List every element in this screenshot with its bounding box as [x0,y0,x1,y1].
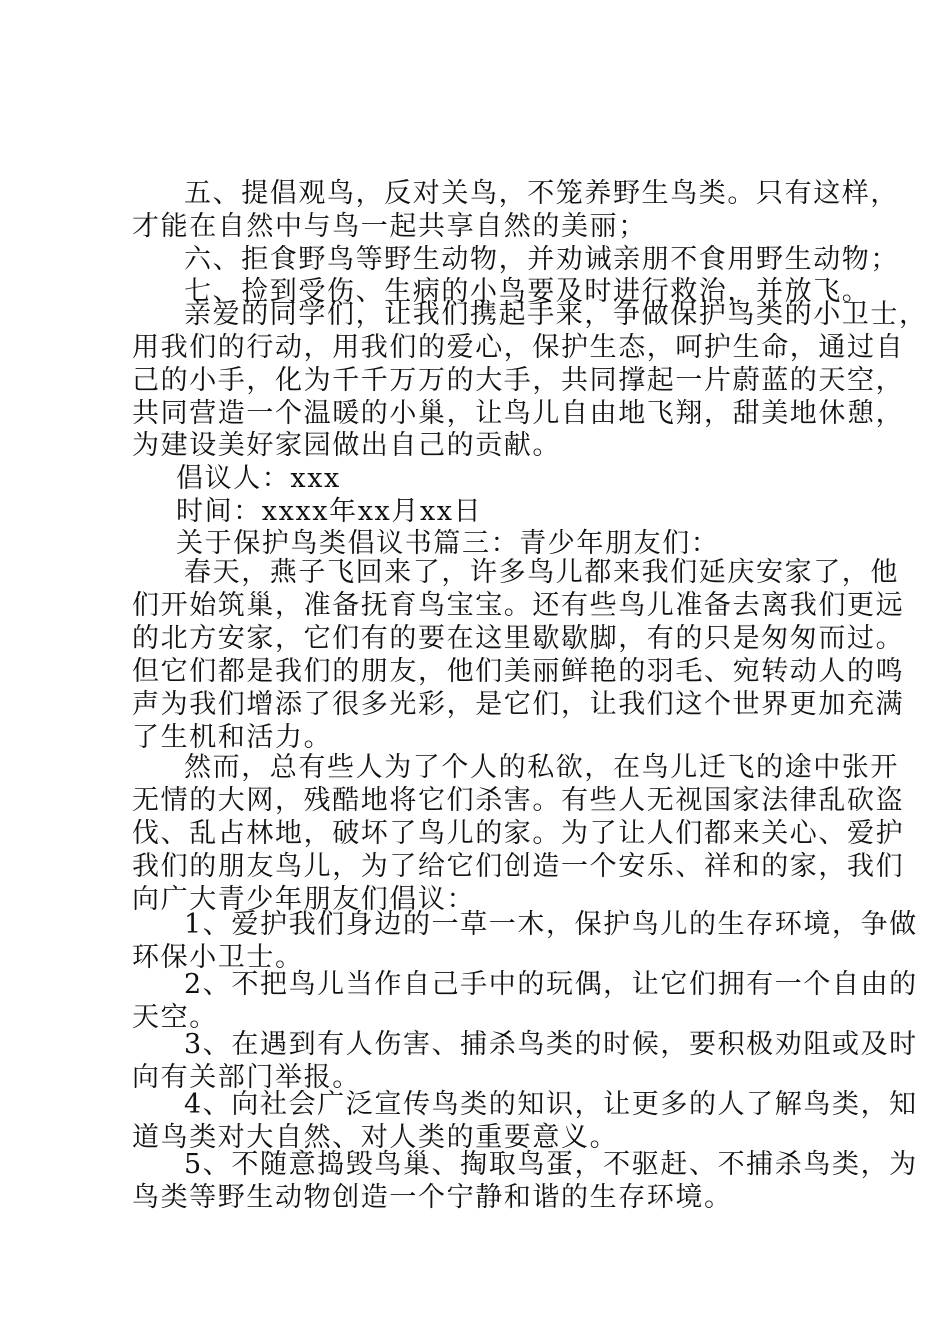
list-item: 2、不把鸟儿当作自己手中的玩偶，让它们拥有一个自由的 [184,969,918,1000]
list-item-continuation: 向有关部门举报。 [132,1062,361,1093]
list-item-continuation: 环保小卫士。 [132,942,304,973]
text-line: 的北方安家，它们有的要在这里歇歇脚，有的只是匆匆而过。 [132,623,905,654]
text-line: 然而，总有些人为了个人的私欲，在鸟儿迁飞的途中张开 [184,752,899,783]
text-line: 伐、乱占林地，破坏了鸟儿的家。为了让人们都来关心、爱护 [132,818,905,849]
text-line: 七、捡到受伤、生病的小鸟要及时进行救治，并放飞。 [184,276,871,307]
text-line: 无情的大网，残酷地将它们杀害。有些人无视国家法律乱砍盗 [132,785,905,816]
text-line: 用我们的行动，用我们的爱心，保护生态，呵护生命，通过自 [132,332,905,363]
text-line: 声为我们增添了很多光彩，是它们，让我们这个世界更加充满 [132,689,905,720]
text-line: 五、提倡观鸟，反对关鸟，不笼养野生鸟类。只有这样， [184,178,899,209]
text-line: 了生机和活力。 [132,722,333,753]
list-item-continuation: 道鸟类对大自然、对人类的重要意义。 [132,1122,619,1153]
text-line: 但它们都是我们的朋友，他们美丽鲜艳的羽毛、宛转动人的鸣 [132,656,905,687]
text-line: 向广大青少年朋友们倡议： [132,884,476,915]
list-item: 3、在遇到有人伤害、捕杀鸟类的时候，要积极劝阻或及时 [184,1029,918,1060]
text-line: 春天，燕子飞回来了，许多鸟儿都来我们延庆安家了，他 [184,557,899,588]
text-line: 为建设美好家园做出自己的贡献。 [132,430,561,461]
section-heading: 关于保护鸟类倡议书篇三：青少年朋友们： [176,528,720,559]
text-line: 亲爱的同学们，让我们携起手来，争做保护鸟类的小卫士， [184,299,928,330]
text-line: 们开始筑巢，准备抚育鸟宝宝。还有些鸟儿准备去离我们更远 [132,590,905,621]
list-item-continuation: 鸟类等野生动物创造一个宁静和谐的生存环境。 [132,1182,733,1213]
text-line: 我们的朋友鸟儿，为了给它们创造一个安乐、祥和的家，我们 [132,851,905,882]
list-item: 5、不随意捣毁鸟巢、掏取鸟蛋，不驱赶、不捕杀鸟类，为 [184,1149,918,1180]
signer-line: 倡议人：xxx [176,463,341,494]
text-line: 六、拒食野鸟等野生动物，并劝诫亲朋不食用野生动物； [184,244,899,275]
list-item: 1、爱护我们身边的一草一木，保护鸟儿的生存环境，争做 [184,909,918,940]
text-line: 己的小手，化为千千万万的大手，共同撑起一片蔚蓝的天空， [132,365,905,396]
list-item: 4、向社会广泛宣传鸟类的知识，让更多的人了解鸟类，知 [184,1089,918,1120]
date-line: 时间：xxxx年xx月xx日 [176,496,483,527]
text-line: 才能在自然中与鸟一起共享自然的美丽； [132,211,647,242]
text-line: 共同营造一个温暖的小巢，让鸟儿自由地飞翔，甜美地休憩， [132,398,905,429]
list-item-continuation: 天空。 [132,1002,218,1033]
